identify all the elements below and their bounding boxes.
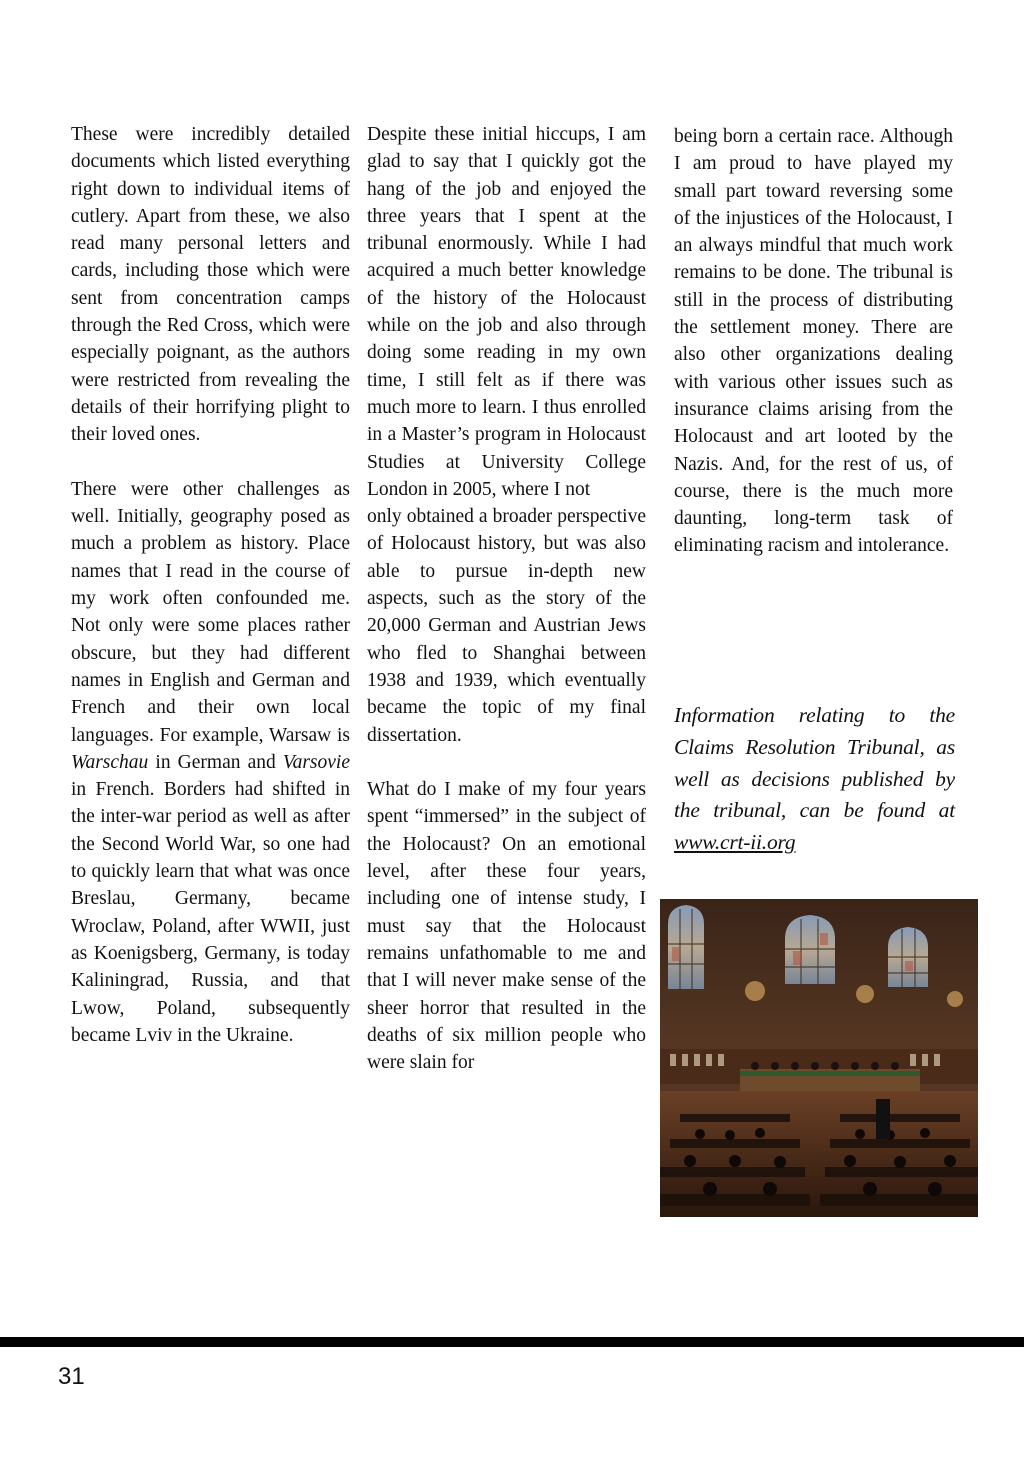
text-run: in French. Borders had shifted in the inter-war period as well as after the Second World War, so one had to quickly learn that what was once Breslau, Germany, became Wroclaw, Poland, after WWII, just as Koenigsberg, Germany, is today Kaliningrad, Russia, and that Lwow, Poland, subsequently became Lviv in the Ukraine.: [71, 779, 350, 1046]
text-run: There were other challenges as well. Initially, geography posed as much a problem as history. Place names that I read in the course of my work often confounded me. Not only were some places rather obscure, but they had different names in English and German and French and their own local languages. For example, Warsaw is: [71, 478, 350, 746]
paragraph: What do I make of my four years spent “immersed” in the subject of the Holocaust? On an emotional level, after these four years, including one of intense study, I must say that the Holocaust remains unfathomable to me and that I will never make sense of the sheer horror that resulted in the deaths of six million people who were slain for: [367, 779, 646, 1074]
paragraph: only obtained a broader perspective of Holocaust history, but was also able to pursue in-depth new aspects, such as the story of the 20,000 German and Austrian Jews who fled to Shanghai between 1938 and 1939, which eventually became the topic of my final dissertation.: [367, 506, 646, 746]
paragraph: Despite these initial hiccups, I am glad to say that I quickly got the hang of the job and enjoyed the three years that I spent at the tribunal enormously. While I had acquired a much better knowledge of the history of the Holocaust while on the job and also through doing some reading in my own time, I still felt as if there was much more to learn. I thus enrolled in a Master’s program in Holocaust Studies at University College London in 2005, where I not: [367, 124, 646, 500]
italic-term: Varsovie: [282, 751, 350, 773]
courtroom-photo: [660, 899, 978, 1217]
column-2: [367, 121, 646, 1104]
column-1: [71, 121, 350, 1076]
page-number: 31: [58, 1363, 85, 1390]
courtroom-hall-illustration: [660, 899, 978, 1217]
paragraph: being born a certain race. Although I am proud to have played my small part toward reversing some of the injustices of the Holocaust, I an always mindful that much work remains to be done. The tribunal is still in the process of distributing the settlement money. There are also other organizations dealing with various other issues such as insurance claims arising from the Holocaust and art looted by the Nazis. And, for the rest of us, of course, there is the much more daunting, long-term task of eliminating racism and intolerance.: [674, 126, 953, 557]
text-run: in German and: [148, 751, 283, 773]
info-note: [674, 700, 955, 859]
footer-rule: [0, 1337, 1024, 1347]
info-text: Information relating to the Claims Resolution Tribunal, as well as decisions published by the tribunal, can be found at: [674, 703, 955, 823]
italic-term: Warschau: [71, 751, 149, 773]
paragraph: These were incredibly detailed documents which listed everything right down to individual items of cutlery. Apart from these, we also read many personal letters and cards, including those which were sent from concentration camps through the Red Cross, which were especially poignant, as the authors were restricted from revealing the details of their horrifying plight to their loved ones.: [71, 124, 350, 446]
column-3: [674, 123, 953, 587]
paragraph: [71, 476, 350, 1049]
website-link[interactable]: www.crt-ii.org: [674, 830, 796, 855]
